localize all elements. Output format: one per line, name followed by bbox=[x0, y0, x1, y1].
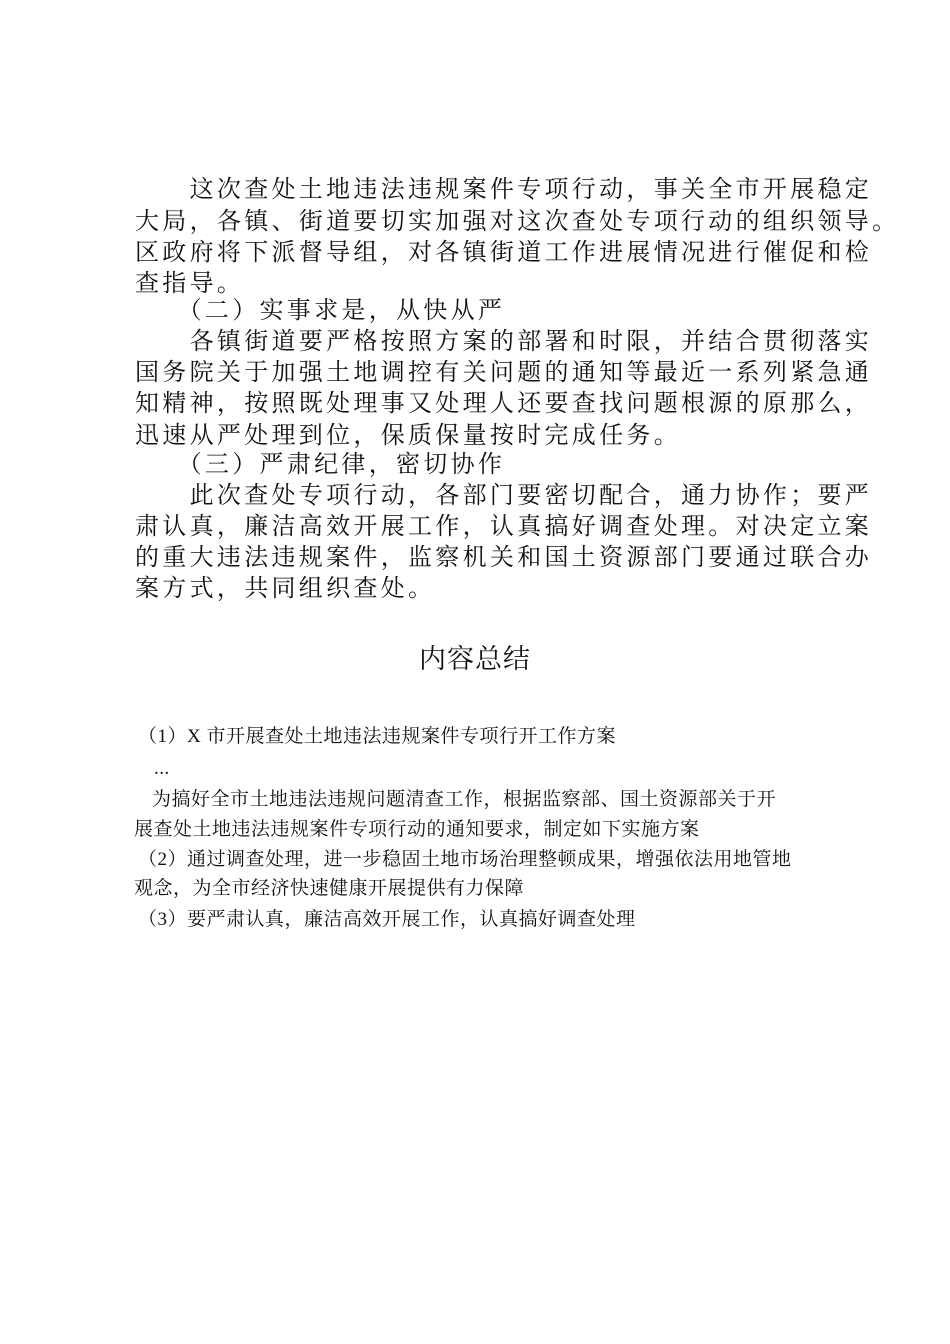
paragraph-line: 知精神，按照既处理事又处理人还要查找问题根源的原那么， bbox=[135, 389, 873, 417]
paragraph-line: 各镇街道要严格按照方案的部署和时限，并结合贯彻落实 bbox=[135, 327, 873, 355]
paragraph-line: 这次查处土地违法违规案件专项行动，事关全市开展稳定 bbox=[135, 175, 873, 203]
section-heading: （二）实事求是，从快从严 bbox=[135, 296, 506, 324]
summary-title: 内容总结 bbox=[419, 644, 531, 675]
summary-item: 为搞好全市土地违法违规问题清查工作，根据监察部、国土资源部关于开 bbox=[152, 789, 777, 810]
summary-ellipsis: ... bbox=[154, 758, 170, 779]
paragraph-line: 区政府将下派督导组，对各镇街道工作进展情况进行催促和检 bbox=[135, 238, 873, 266]
paragraph-line: 的重大违法违规案件，监察机关和国土资源部门要通过联合办 bbox=[135, 543, 873, 571]
summary-item: （2）通过调查处理，进一步稳固土地市场治理整顿成果，增强依法用地管地 bbox=[138, 849, 792, 870]
summary-item: （3）要严肃认真，廉洁高效开展工作，认真搞好调查处理 bbox=[138, 909, 636, 930]
paragraph-line: 迅速从严处理到位，保质保量按时完成任务。 bbox=[135, 421, 681, 449]
summary-item: 观念，为全市经济快速健康开展提供有力保障 bbox=[134, 878, 525, 899]
summary-item: （1）X 市开展查处土地违法违规案件专项行开工作方案 bbox=[138, 726, 616, 747]
paragraph-line: 国务院关于加强土地调控有关问题的通知等最近一系列紧急通 bbox=[135, 358, 873, 386]
paragraph-line: 案方式，共同组织查处。 bbox=[135, 574, 436, 602]
section-heading: （三）严肃纪律，密切协作 bbox=[135, 450, 506, 478]
paragraph-line: 此次查处专项行动，各部门要密切配合，通力协作；要严 bbox=[135, 481, 873, 509]
paragraph-line: 肃认真，廉洁高效开展工作，认真搞好调查处理。对决定立案 bbox=[135, 512, 873, 540]
summary-item: 展查处土地违法违规案件专项行动的通知要求，制定如下实施方案 bbox=[134, 819, 700, 840]
paragraph-line: 大局，各镇、街道要切实加强对这次查处专项行动的组织领导。 bbox=[135, 207, 900, 235]
paragraph-line: 查指导。 bbox=[135, 269, 245, 297]
